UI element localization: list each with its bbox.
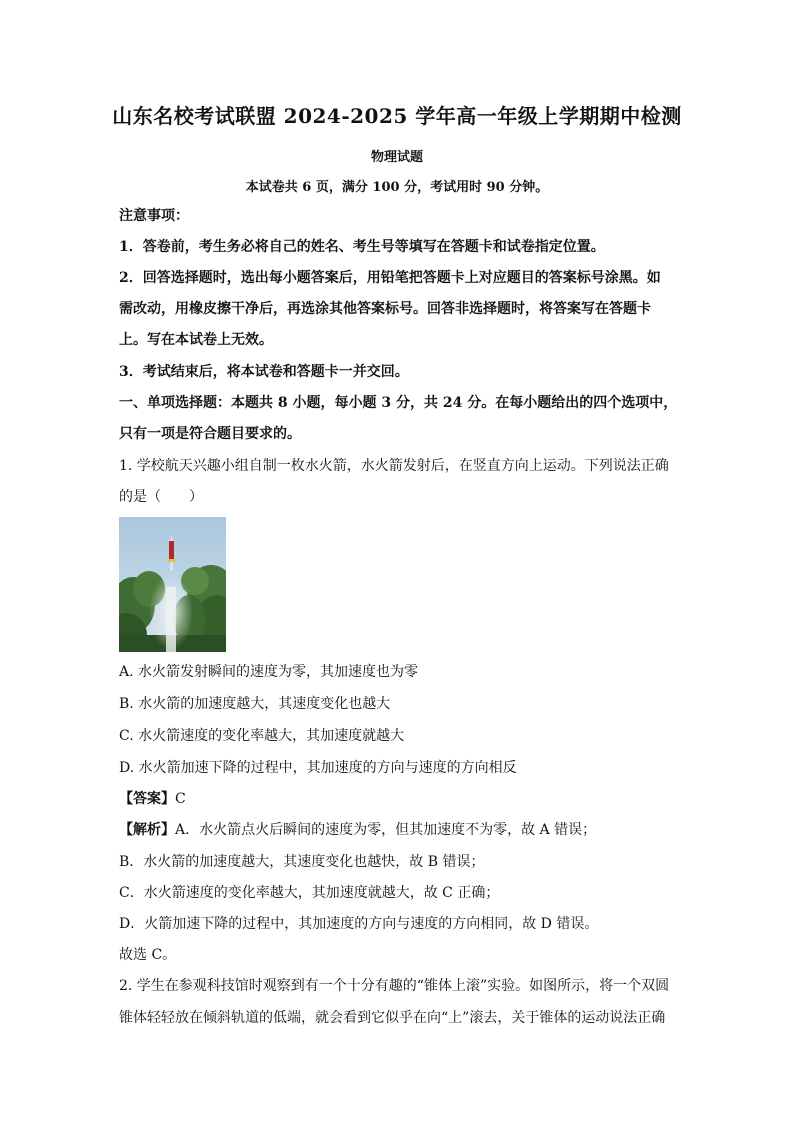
notes-heading: 注意事项： bbox=[119, 208, 189, 224]
subject-title: 物理试题 bbox=[370, 150, 423, 165]
exam-info: 本试卷共 6 页，满分 100 分，考试用时 90 分钟。 bbox=[245, 180, 549, 195]
option-c: C. 水火箭速度的变化率越大，其加速度就越大 bbox=[119, 728, 405, 744]
analysis-line-a bbox=[119, 820, 679, 840]
conclusion: 故选 C。 bbox=[119, 947, 177, 963]
answer-line bbox=[119, 789, 679, 809]
analysis-d: D．火箭加速下降的过程中，其加速度的方向与速度的方向相同，故 D 错误。 bbox=[119, 916, 599, 932]
option-d: D. 水火箭加速下降的过程中，其加速度的方向与速度的方向相反 bbox=[119, 760, 517, 776]
page-title: 山东名校考试联盟 2024-2025 学年高一年级上学期期中检测 bbox=[112, 104, 682, 128]
section-heading-line-1: 一、单项选择题：本题共 8 小题，每小题 3 分，共 24 分。在每小题给出的四个选项中， bbox=[119, 395, 678, 411]
analysis-a: A．水火箭点火后瞬间的速度为零，但其加速度不为零，故 A 错误； bbox=[175, 822, 597, 838]
note-item-2-line-2: 需改动，用橡皮擦干净后，再选涂其他答案标号。回答非选择题时，将答案写在答题卡 bbox=[119, 301, 651, 317]
note-item-2-line-3: 上。写在本试卷上无效。 bbox=[119, 332, 273, 348]
note-item-1: 1．答卷前，考生务必将自己的姓名、考生号等填写在答题卡和试卷指定位置。 bbox=[119, 239, 605, 255]
water-rocket-photo bbox=[119, 517, 226, 652]
option-b: B. 水火箭的加速度越大，其速度变化也越大 bbox=[119, 696, 391, 712]
answer-tag: 【答案】 bbox=[119, 791, 175, 807]
water-rocket-photo-graphic bbox=[119, 517, 226, 652]
question-2-stem-line-1: 2. 学生在参观科技馆时观察到有一个十分有趣的“锥体上滚”实验。如图所示，将一个双圆 bbox=[119, 978, 670, 994]
question-1-stem-line-1: 1. 学校航天兴趣小组自制一枚水火箭，水火箭发射后，在竖直方向上运动。下列说法正确 bbox=[119, 458, 669, 474]
question-2-stem-line-2: 锥体轻轻放在倾斜轨道的低端，就会看到它似乎在向“上”滚去，关于锥体的运动说法正确 bbox=[119, 1010, 666, 1026]
note-item-2-line-1: 2．回答选择题时，选出每小题答案后，用铅笔把答题卡上对应题目的答案标号涂黑。如 bbox=[119, 270, 661, 286]
note-item-3: 3．考试结束后，将本试卷和答题卡一并交回。 bbox=[119, 364, 409, 380]
question-1-stem-line-2: 的是（ ） bbox=[119, 489, 203, 505]
analysis-tag: 【解析】 bbox=[119, 822, 175, 838]
answer-value: C bbox=[175, 791, 186, 807]
option-a: A. 水火箭发射瞬间的速度为零，其加速度也为零 bbox=[119, 664, 419, 680]
analysis-b: B．水火箭的加速度越大，其速度变化也越快，故 B 错误； bbox=[119, 854, 485, 870]
section-heading-line-2: 只有一项是符合题目要求的。 bbox=[119, 426, 301, 442]
analysis-c: C．水火箭速度的变化率越大，其加速度就越大，故 C 正确； bbox=[119, 885, 500, 901]
